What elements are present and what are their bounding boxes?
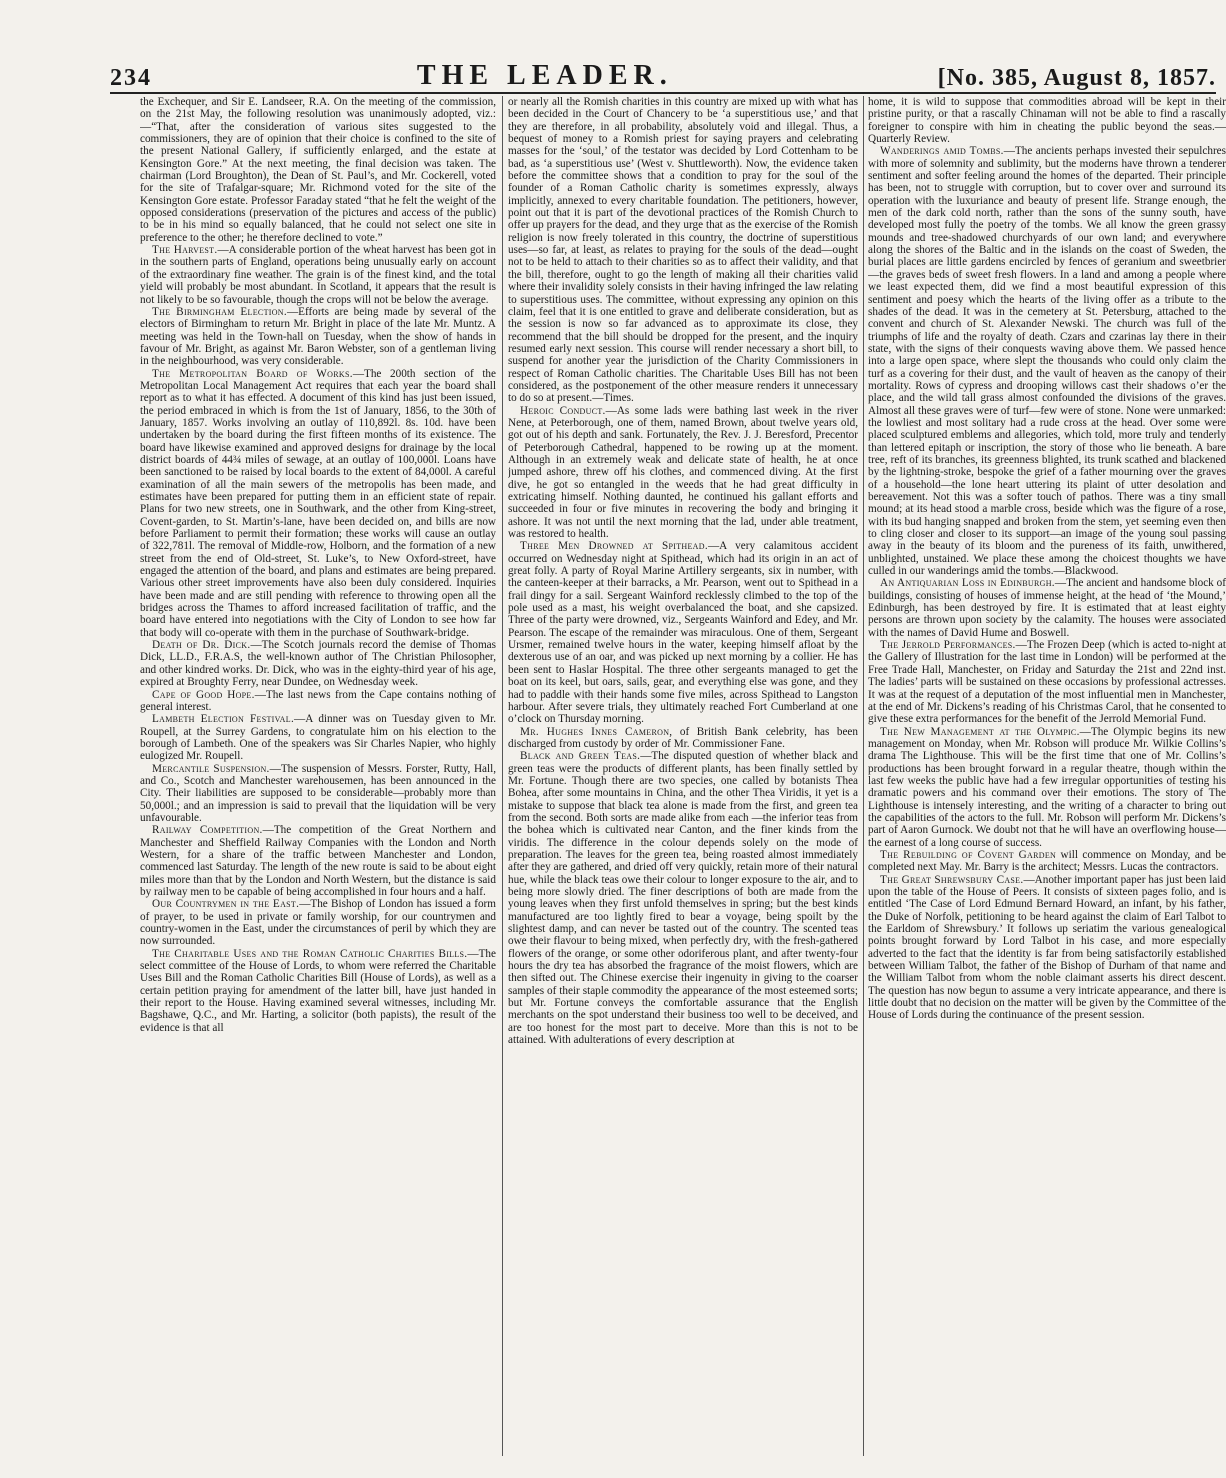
article-paragraph	[140, 639, 496, 688]
column-2	[508, 96, 858, 1462]
article-heading: Lambeth Election Festival.	[152, 713, 295, 726]
article-paragraph	[140, 689, 496, 714]
article-heading: Mr. Hughes Innes Cameron,	[520, 725, 673, 738]
article-paragraph	[868, 145, 1226, 577]
article-heading: The New Management at the Olympic.	[880, 725, 1080, 738]
article-paragraph	[508, 96, 858, 405]
article-text: of British Bank celebrity, has been discharged from custody by order of Mr. Commissioner Fane.	[508, 725, 858, 750]
article-heading: The Jerrold Performances.	[880, 639, 1016, 652]
article-paragraph	[140, 898, 496, 947]
article-paragraph	[508, 540, 858, 725]
article-text: —The Frozen Deep (which is acted to-night at the Gallery of Illustration for the last time in London) will be performed at the Free Trade Hall, Manchester, on Friday and Saturday the 21st and 22nd inst. The ladies’ parts will be sustained on these occasions by professional actresses. It was at the request of a deputation of the most influential men in Manchester, at the end of Mr. Dickens’s reading of his Christmas Carol, that he consented to give these extra performances for the benefit of the Jerrold Memorial Fund.	[868, 639, 1226, 726]
article-paragraph	[140, 713, 496, 762]
article-heading: The Great Shrewsbury Case.	[880, 873, 1024, 886]
issue-date: [No. 385, August 8, 1857.	[937, 65, 1216, 91]
article-paragraph	[140, 763, 496, 825]
masthead	[110, 52, 1216, 94]
article-text: —The competition of the Great Northern and Manchester and Sheffield Railway Companies with the London and North Western, for a share of the traffic between Manchester and London, commenced last Saturday. The length of the new route is said to be about eight miles more than that by the London and North Western, but the distance is said by railway men to be capable of being accomplished in four hours and a half.	[140, 824, 496, 898]
article-text: —The Scotch journals record the demise of Thomas Dick, LL.D., F.R.A.S, the well-known author of The Christian Philosopher, and other kindred works. Dr. Dick, who was in the eighty-third year of his age, expired at Broughty Ferry, near Dundee, on Wednesday week.	[140, 639, 496, 689]
column-rule	[502, 96, 503, 1456]
article-heading: The Birmingham Election.	[152, 305, 287, 318]
article-text: the Exchequer, and Sir E. Landseer, R.A. On the meeting of the commission, on the 21st May, the following resolution was unanimously adopted, viz.:—“That, after the consideration of various sites suggested to the commissioners, they are of opinion that their choice is confined to the site of the present National Gallery, if sufficiently enlarged, and the estate at Kensington Gore.” At the next meeting, the final decision was taken. The chairman (Lord Broughton), the Dean of St. Paul’s, and Mr. Cockerell, voted for the site of Trafalgar-square; Mr. Richmond voted for the site of the Kensington Gore estate. Professor Faraday stated “that he felt the weight of the opposed considerations (preservation of the pictures and access of the public) to be in his mind so equally balanced, that he could not select one site in preference to the other; he therefore declined to vote.”	[140, 96, 496, 244]
article-paragraph	[140, 96, 496, 244]
column-1	[140, 96, 496, 1462]
article-text: —A considerable portion of the wheat harvest has been got in in the southern parts of England, operations being unusually early on account of the extraordinary fine weather. The grain is of the finest kind, and the total yield will probably be most abundant. In Scotland, it appears that the result is not likely to be so favourable, though the crops will not be below the average.	[140, 244, 496, 306]
article-paragraph	[140, 244, 496, 306]
article-paragraph	[868, 96, 1226, 145]
article-heading: Three Men Drowned at Spithead.	[520, 540, 708, 553]
article-heading: Death of Dr. Dick.	[152, 639, 251, 652]
article-text: —The last news from the Cape contains nothing of general interest.	[140, 688, 496, 713]
article-text: —The ancients perhaps invested their sepulchres with more of solemnity and sublimity, but the moderns have thrown a tenderer sentiment and softer feeling around the homes of the departed. Their principle has been, not to struggle with corruption, but to cover over and surround its operation with the luxuriance and beauty of present life. Strange enough, the men of the dark cold north, rather than the sons of the sunny south, have developed most fully the poetry of the tombs. We all know the green grassy mounds and tree-shadowed churchyards of our own land; and everywhere along the shores of the Baltic and in the islands on the coast of Sweden, the burial places are little gardens encircled by fences of geranium and sweetbrier—the graves beds of sweet fresh flowers. In a land and among a people where we least expected them, did we find a most beautiful expression of this sentiment and poesy which the hearts of the living offer as a tribute to the shades of the dead. It was in the cemetery at St. Petersburg, attached to the convent and church of St. Alexander Newski. The church was full of the triumphs of life and the royalty of death. Czars and czarinas lay there in their state, with the signs of their conquests waving above them. We passed hence into a large open space, where slept the thousands who could only claim the turf as a covering for their dust, and the vault of heaven as the canopy of their mortality. Rows of cypress and drooping willows cast their shadows o’er the place, and the wild tall grass almost confounded the divisions of the graves. Almost all these graves were of turf—few were of stone. None were unmarked: the lowliest and most solitary had a rude cross at the head. Over some were placed sculptured emblems and allegories, which told, more truly and tenderly than lettered epitaph or inscription, the story of those who lie beneath. A bare tree, reft of its branches, its greenness blighted, its trunk scathed and blackened by the lightning-stroke, bespoke the grief of a father mourning over the graves of a household—the lone heart uttering its plaint of utter desolation and bereavement. Not this was a softer touch of pathos. There was a tiny small mound; at its head stood a marble cross, beside which was the figure of a rose, with its bud hanging snapped and broken from the stem, yet seeming even then to cling closer and closer to its support—an image of the young soul passing away in the beauty of its bloom and the pureness of its faith, unwithered, unblighted, unstained. We place these among the choicest thoughts we have culled in our wanderings amid the tombs.—Blackwood.	[868, 145, 1226, 578]
article-text: —The Olympic begins its new management on Monday, when Mr. Robson will produce Mr. Wilkie Collins’s drama The Lighthouse. This will be the first time that one of Mr. Collins’s productions has been brought forward in a regular theatre, though within the last few weeks the public have had a few irregular opportunities of testing his dramatic powers and his command over their emotions. The story of The Lighthouse is intensely interesting, and the writing of a character to bring out the capabilities of the actors to the full. Mr. Robson will perform Mr. Dickens’s part of Aaron Gurnock. We doubt not that he will have an overflowing house—the earnest of a long course of success.	[868, 725, 1226, 849]
article-heading: An Antiquarian Loss in Edinburgh.	[880, 577, 1055, 590]
article-paragraph	[868, 874, 1226, 1022]
article-paragraph	[140, 368, 496, 640]
article-columns	[140, 96, 1226, 1466]
article-text: —As some lads were bathing last week in the river Nene, at Peterborough, one of them, named Brown, about twelve years old, got out of his depth and sank. Fortunately, the Rev. J. J. Beresford, Precentor of Peterborough Cathedral, happened to be rowing up at the moment. Although in an extremely weak and delicate state of health, he at once jumped ashore, threw off his clothes, and commenced diving. At the first dive, he got so entangled in the weeds that he had great difficulty in extricating himself. Nothing daunted, he continued his gallant efforts and succeeded in four or five minutes in recovering the body and bringing it ashore. It was not until the next morning that the lad, under able treatment, was restored to health.	[508, 404, 858, 541]
article-heading: Cape of Good Hope.	[152, 688, 255, 701]
column-3	[868, 96, 1226, 1462]
article-paragraph	[868, 577, 1226, 639]
article-paragraph	[868, 849, 1226, 874]
article-text: —The 200th section of the Metropolitan Local Management Act requires that each year the board shall report as to what it has effected. A document of this kind has just been issued, the period embraced in which is from the 1st of January, 1856, to the 30th of January, 1857. Works involving an outlay of 110,892l. 8s. 10d. have been undertaken by the board during the first fifteen months of its existence. The board have likewise examined and approved designs for drainage by the local district boards of 44¾ miles of sewage, at an outlay of 100,000l. Loans have been sanctioned to be raised by local boards to the extent of 84,000l. A careful examination of all the main sewers of the metropolis has been made, and estimates have been prepared for putting them in an efficient state of repair. Plans for two new streets, one in Southwark, and the other from King-street, Covent-garden, to St. Martin’s-lane, have been decided on, and bills are now before Parliament to permit their formation; these works will cause an outlay of 322,781l. The removal of Middle-row, Holborn, and the formation of a new street from the end of Old-street, St. Luke’s, to New Oxford-street, have engaged the attention of the board, and plans and estimates are being prepared. Various other street improvements have also been duly considered. Inquiries have been made and are still pending with reference to throwing open all the bridges across the Thames to afford increased facilitation of traffic, and the board have entered into negotiations with the City of London to see how far that body will co-operate with them in the purchase of Southwark-bridge.	[140, 367, 496, 639]
article-heading: Heroic Conduct.	[520, 404, 606, 417]
article-text: —Efforts are being made by several of the electors of Birmingham to return Mr. Bright in place of the late Mr. Muntz. A meeting was held in the Town-hall on Tuesday, when the show of hands in favour of Mr. Bright, as against Mr. Baron Webster, son of a gentleman living in the neighbourhood, was very considerable.	[140, 305, 496, 368]
newspaper-title: THE LEADER.	[416, 60, 673, 91]
article-paragraph	[868, 726, 1226, 849]
article-heading: The Charitable Uses and the Roman Catholic Charities Bills.	[152, 947, 468, 960]
article-text: —The select committee of the House of Lords, to whom were referred the Charitable Uses Bill and the Roman Catholic Charities Bill (House of Lords), as well as a certain petition praying for amendment of the latter bill, have just handed in their report to the House. Having examined several witnesses, including Mr. Bagshawe, Q.C., and Mr. Harting, a solicitor (both papists), the result of the evidence is that all	[140, 947, 496, 1034]
article-text: —The disputed question of whether black and green teas were the products of different plants, has been finally settled by Mr. Fortune. Though there are two species, one called by botanists Thea Bohea, after some mountains in China, and the other Thea Viridis, it yet is a mistake to suppose that black tea alone is made from the first, and green tea from the second. Both sorts are made alike from each —the inferior teas from the bohea which is cultivated near Canton, and the finer kinds from the viridis. The difference in the colour depends solely on the mode of preparation. The leaves for the green tea, being roasted almost immediately after they are gathered, and dried off very quickly, retain more of their natural hue, while the black teas owe their colour to longer exposure to the air, and to being more slowly dried. The finer descriptions of both are made from the young leaves when they first unfold themselves in spring; but the best kinds manufactured are too lightly fired to bear a voyage, being spoilt by the slightest damp, and can never be tasted out of the country. The scented teas owe their flavour to being mixed, when perfectly dry, with the fresh-gathered flowers of the orange, or some other odoriferous plant, and after twenty-four hours the dry tea has absorbed the fragrance of the moist flowers, which are then sifted out. The Chinese exercise their ingenuity in giving to the coarser samples of their staple commodity the appearance of the most esteemed sorts; but Mr. Fortune conveys the comfortable assurance that the English merchants on the spot understand their business too well to be deceived, and are too honest for the most part to deceive. More than this is not to be attained. With adulterations of every description at	[508, 750, 858, 1047]
page-number: 234	[110, 65, 152, 91]
article-text: will commence on Monday, and be completed next May. Mr. Barry is the architect; Messrs. Lucas the contractors.	[868, 848, 1226, 874]
article-heading: Black and Green Teas.	[520, 750, 641, 763]
article-heading: Mercantile Suspension.	[152, 762, 270, 775]
article-paragraph	[868, 639, 1226, 725]
article-heading: The Harvest.	[152, 244, 218, 257]
article-text: —The Bishop of London has issued a form of prayer, to be used in private or family worship, for our countrymen and country-women in the East, under the circumstances of peril by which they are now surrounded.	[140, 898, 496, 948]
article-heading: Railway Competition.	[152, 824, 263, 837]
article-text: —A very calamitous accident occurred on Wednesday night at Spithead, which had its origin in an act of great folly. A party of Royal Marine Artillery sergeants, six in number, with the canteen-keeper at their barracks, a Mr. Pearson, went out to Spithead in a frail dingy for a sail. Sergeant Wainford recklessly climbed to the top of the pole used as a mast, his weight overbalanced the boat, and she capsized. Three of the party were drowned, viz., Sergeants Wainford and Edey, and Mr. Pearson. The escape of the remainder was miraculous. One of them, Sergeant Ursmer, remained twelve hours in the water, keeping himself afloat by the dexterous use of an oar, and was picked up next morning by a collier. He has been sent to Haslar Hospital. The three other sergeants managed to get the boat on its keel, but oars, sails, gear, and everything else was gone, and they had to paddle with their hands some five miles, across Spithead to Langston harbour. After severe trials, they ultimately reached Fort Cumberland at one o’clock on Thursday morning.	[508, 540, 858, 726]
article-paragraph	[508, 405, 858, 541]
article-text: home, it is wild to suppose that commodities abroad will be kept in their pristine purity, or that a rascally Chinaman will not be able to find a rascally foreigner to conspire with him in cheating the public beyond the seas.—Quarterly Review.	[868, 96, 1226, 146]
article-paragraph	[508, 750, 858, 1046]
article-heading: Wanderings amid Tombs.	[880, 145, 1004, 158]
article-heading: The Metropolitan Board of Works.	[152, 367, 353, 380]
article-text: —A dinner was on Tuesday given to Mr. Roupell, at the Surrey Gardens, to congratulate him on his election to the borough of Lambeth. One of the speakers was Sir Charles Napier, who highly eulogized Mr. Roupell.	[140, 713, 496, 763]
article-paragraph	[140, 306, 496, 368]
article-text: —The ancient and handsome block of buildings, consisting of houses of immense height, at the head of ‘the Mound,’ Edinburgh, has been destroyed by fire. It is estimated that at least eighty persons are thrown upon society by the calamity. The houses were associated with the names of David Hume and Boswell.	[868, 577, 1226, 639]
article-paragraph	[508, 726, 858, 751]
article-text: —Another important paper has just been laid upon the table of the House of Peers. It consists of sixteen pages folio, and is entitled ‘The Case of Lord Edmund Bernard Howard, an infant, by his father, the Duke of Norfolk, petitioning to be heard against the claim of Earl Talbot to the Earldom of Shrewsbury.’ It follows up seriatim the various genealogical points brought forward by Lord Talbot in his case, and more especially adverted to the fact that the identity is far from being satisfactorily established between William Talbot, the father of the Bishop of Durham of that name and the William Talbot from whom the noble claimant asserts his direct descent. The question has now begun to assume a very intricate appearance, and there is little doubt that no decision on the matter will be given by the Committee of the House of Lords during the continuance of the present session.	[868, 873, 1226, 1022]
article-heading: Our Countrymen in the East.	[152, 898, 300, 911]
article-text: or nearly all the Romish charities in this country are mixed up with what has been decided in the Court of Chancery to be ‘a superstitious use,’ and that they are therefore, in all probability, absolutely void and illegal. Thus, a bequest of money to a Romish priest for saying prayers and celebrating masses for the ‘soul,’ of the testator was decided by Lord Cottenham to be bad, as ‘a superstitious use’ (West v. Shuttleworth). Now, the evidence taken before the committee shows that a condition to pray for the soul of the founder of a Roman Catholic charity is sometimes expressly, always implicitly, annexed to every charitable foundation. The petitioners, however, point out that it is part of the devotional practices of the Romish Church to offer up prayers for the dead, and they urge that as the exercise of the Romish religion is now freely tolerated in this country, the doctrine of superstitious uses—so far, at least, as relates to praying for the souls of the dead—ought not to be held to attach to their charities so as to affect their validity, and that the bill, therefore, ought to go the length of making all their charities valid where their invalidity solely consists in their having infringed the law relating to superstitious uses. The committee, without expressing any opinion on this claim, feel that it is one entitled to grave and deliberate consideration, but as the session is now so far advanced as to approximate its close, they recommend that the bill should be dropped for the present, and the inquiry resumed early next session. This course will render necessary a short bill, to suspend for another year the jurisdiction of the Charity Commissioners in respect of Roman Catholic charities. The Charitable Uses Bill has not been considered, as the postponement of the other measure renders it unnecessary to do so at present.—Times.	[508, 96, 858, 405]
article-text: —The suspension of Messrs. Forster, Rutty, Hall, and Co., Scotch and Manchester warehousemen, has been announced in the City. Their liabilities are supposed to be considerable—probably more than 50,000l.; and an impression is said to prevail that the liquidation will be very unfavourable.	[140, 762, 496, 824]
article-paragraph	[140, 824, 496, 898]
article-paragraph	[140, 948, 496, 1034]
article-heading: The Rebuilding of Covent Garden	[880, 848, 1057, 861]
column-rule	[863, 96, 864, 1456]
